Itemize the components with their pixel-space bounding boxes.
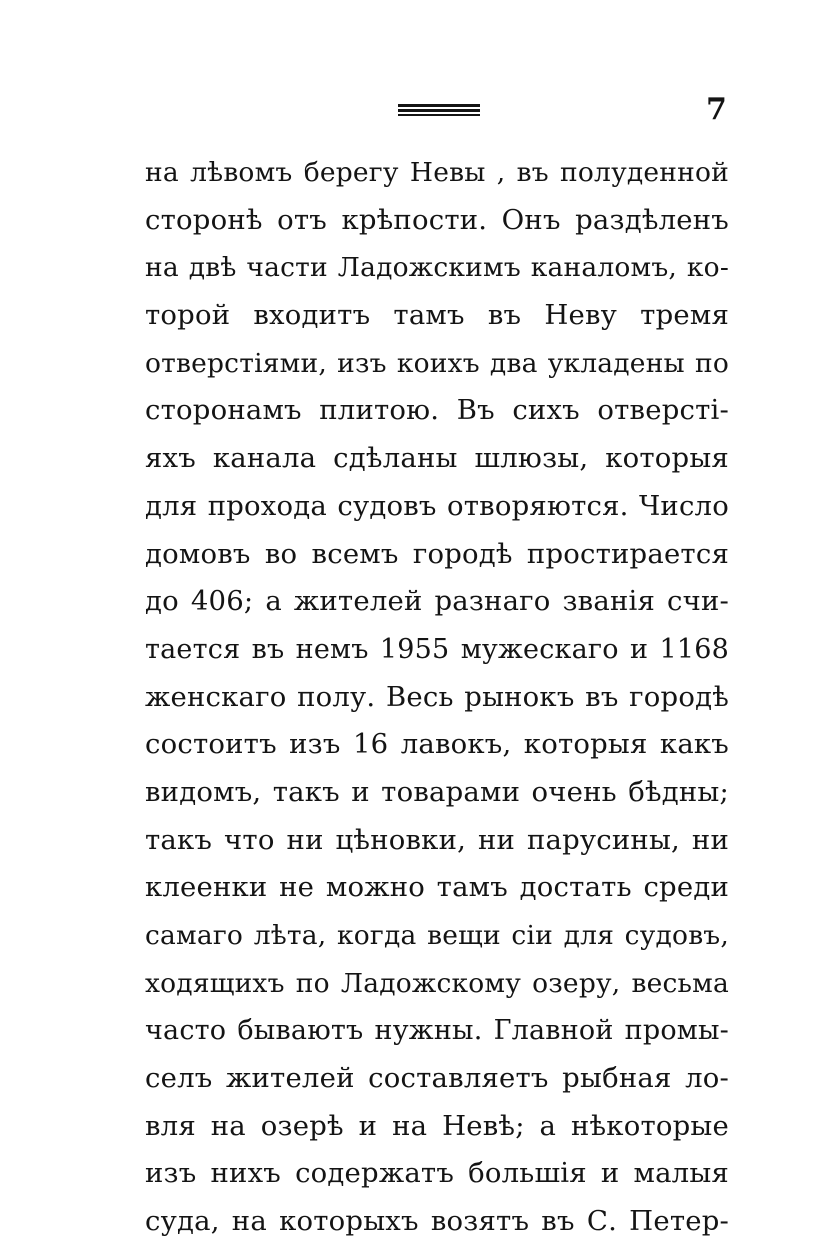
text-line: такъ что ни цѣновки, ни парусины, ни bbox=[145, 823, 729, 856]
text-line: часто бываютъ нужны. Главной промы- bbox=[145, 1015, 729, 1047]
text-line: суда, на которыхъ возятъ въ С. Петер- bbox=[145, 1205, 729, 1238]
header-rule-line bbox=[398, 109, 480, 112]
header-rule-ornament bbox=[398, 104, 480, 118]
text-line: вля на озерѣ и на Невѣ; а нѣкоторые bbox=[145, 1109, 729, 1142]
header-rule-line bbox=[398, 114, 480, 116]
text-line: до 406; а жителей разнаго званія счи- bbox=[145, 585, 729, 618]
header-rule-line bbox=[398, 104, 480, 107]
text-line: яхъ канала сдѣланы шлюзы, которыя bbox=[145, 442, 729, 475]
text-line: ходящихъ по Ладожскому озеру, весьма bbox=[145, 967, 729, 999]
text-line: самаго лѣта, когда вещи сіи для судовъ, bbox=[145, 920, 729, 951]
text-line: на двѣ части Ладожскимъ каналомъ, ко- bbox=[145, 252, 729, 284]
text-line: на лѣвомъ берегу Невы , въ полуденной bbox=[145, 157, 729, 188]
text-line: видомъ, такъ и товарами очень бѣдны; bbox=[145, 775, 729, 808]
text-line: домовъ во всемъ городѣ простирается bbox=[145, 537, 729, 570]
text-line: тается въ немъ 1955 мужескаго и 1168 bbox=[145, 633, 729, 665]
text-line: торой входитъ тамъ въ Неву тремя bbox=[145, 299, 729, 332]
text-line: сторонѣ отъ крѣпости. Онъ раздѣленъ bbox=[145, 203, 729, 236]
text-line: состоитъ изъ 16 лавокъ, которыя какъ bbox=[145, 728, 729, 761]
body-text bbox=[145, 149, 729, 1246]
text-line: изъ нихъ содержатъ большія и малыя bbox=[145, 1157, 729, 1190]
text-line: для прохода судовъ отворяются. Число bbox=[145, 489, 729, 522]
text-line: отверстіями, изъ коихъ два укладены по bbox=[145, 347, 729, 379]
text-line: селъ жителей составляетъ рыбная ло- bbox=[145, 1062, 729, 1095]
text-line: клеенки не можно тамъ достать среди bbox=[145, 871, 729, 904]
text-line: сторонамъ плитою. Въ сихъ отверсті- bbox=[145, 394, 729, 427]
text-line: женскаго полу. Весь рынокъ въ городѣ bbox=[145, 680, 729, 713]
page-number: 7 bbox=[706, 92, 727, 127]
